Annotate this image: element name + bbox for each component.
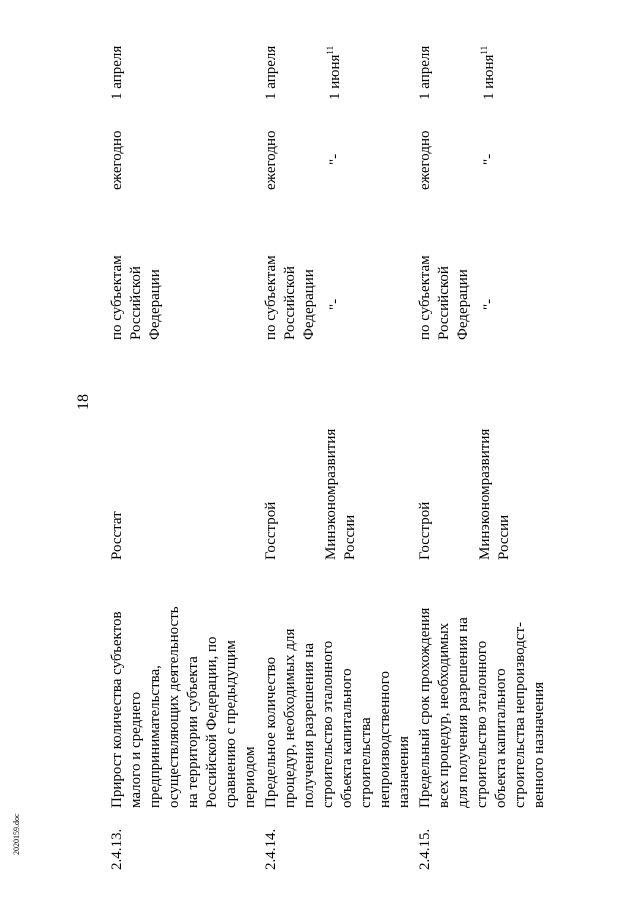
secondary-date <box>326 30 345 100</box>
secondary-level-ditto: "- <box>327 298 343 310</box>
data-level-line: по субъектам <box>263 255 279 340</box>
indicator-name-line: малого и среднего <box>128 691 144 808</box>
indicator-name-line: сравнению с предыдущим <box>223 640 239 808</box>
footnote-ref: 11 <box>325 45 335 55</box>
indicator-name-line: венного назначения <box>531 681 547 808</box>
secondary-date <box>480 30 499 100</box>
frequency: ежегодно <box>417 130 433 190</box>
rotated-page-content <box>70 40 570 870</box>
data-level-line: Российской <box>282 266 298 340</box>
secondary-agency-line: Минэкономразвития <box>477 428 493 560</box>
secondary-agency-line: России <box>342 514 358 560</box>
data-level-line: Федерации <box>147 269 163 340</box>
frequency: ежегодно <box>263 130 279 190</box>
data-level-line: по субъектам <box>109 255 125 340</box>
indicator-name-line: Прирост количества субъектов <box>109 611 125 808</box>
indicator-name-line: на территории субъекта <box>185 656 201 808</box>
footer <box>12 0 32 905</box>
indicator-name-line: периодом <box>242 746 258 808</box>
submission-date: 1 апреля <box>417 45 433 100</box>
data-level-line: Российской <box>128 266 144 340</box>
agency-name: Госстрой <box>263 501 279 560</box>
frequency: ежегодно <box>109 130 125 190</box>
indicator-name <box>262 563 414 808</box>
indicator-name-line: Предельное количество <box>263 656 279 808</box>
indicator-name-line: Российской Федерации, по <box>204 636 220 808</box>
indicator-name-line: непроизводственного <box>377 670 393 808</box>
secondary-frequency-ditto: "- <box>481 153 497 165</box>
indicator-name-line: объекта капитального <box>493 668 509 808</box>
indicator-name-line: получения разрешения на <box>301 642 317 808</box>
indicator-name-line: для получения разрешения на <box>455 617 471 808</box>
data-level-line: Российской <box>436 266 452 340</box>
secondary-level-ditto: "- <box>481 298 497 310</box>
data-level <box>416 190 473 340</box>
footnote-ref: 11 <box>479 45 489 55</box>
responsible-agency <box>416 345 435 560</box>
secondary-agency <box>476 345 514 560</box>
indicator-name-line: процедур, необходимых для <box>282 628 298 808</box>
data-level-line: Федерации <box>455 269 471 340</box>
indicator-name-line: строительство эталонного <box>474 640 490 808</box>
secondary-agency-line: России <box>496 514 512 560</box>
footer-filename: 2020159.doc <box>12 813 21 855</box>
submission-date: 1 апреля <box>109 45 125 100</box>
indicator-name-line: предпринимательства, <box>147 665 163 808</box>
responsible-agency <box>262 345 281 560</box>
secondary-frequency-ditto: "- <box>327 153 343 165</box>
secondary-date-text: 1 июня <box>327 54 343 100</box>
secondary-agency-line: Минэкономразвития <box>323 428 339 560</box>
indicator-name-line: осуществляющих деятельность <box>166 606 182 808</box>
indicator-name-line: всех процедур, необходимых <box>436 622 452 808</box>
secondary-agency <box>322 345 360 560</box>
page-number: 18 <box>75 394 92 410</box>
submission-date: 1 апреля <box>263 45 279 100</box>
data-level-line: по субъектам <box>417 255 433 340</box>
secondary-date-text: 1 июня <box>481 54 497 100</box>
row-number: 2.4.14. <box>263 828 279 870</box>
indicator-name <box>108 563 260 808</box>
indicator-name-line: строительство эталонного <box>320 640 336 808</box>
indicator-name-line: строительства непроизводст- <box>512 621 528 808</box>
row-number: 2.4.13. <box>109 828 125 870</box>
data-level-line: Федерации <box>301 269 317 340</box>
indicator-name <box>416 563 549 808</box>
indicator-name-line: назначения <box>396 736 412 808</box>
data-level <box>262 190 319 340</box>
agency-name: Госстрой <box>417 501 433 560</box>
indicator-name-line: Предельный срок прохождения <box>417 607 433 808</box>
agency-name: Росстат <box>109 511 125 560</box>
data-level <box>108 190 165 340</box>
row-number: 2.4.15. <box>417 828 433 870</box>
responsible-agency <box>108 345 127 560</box>
indicator-name-line: строительства <box>358 717 374 808</box>
indicator-name-line: объекта капитального <box>339 668 355 808</box>
